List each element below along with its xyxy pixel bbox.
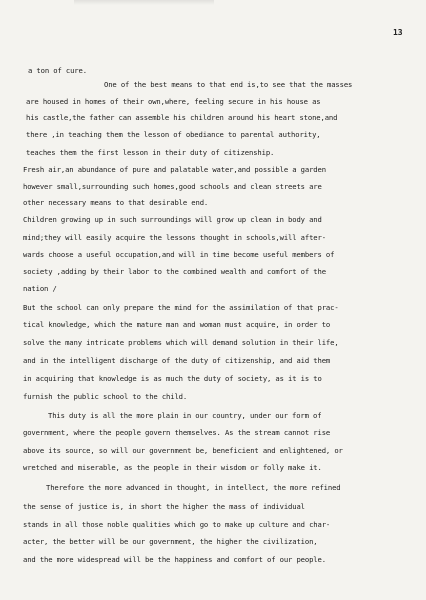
text-line: government, where the people govern themselves. As the stream cannot rise	[23, 428, 331, 437]
text-line: society ,adding by their labor to the combined wealth and comfort of the	[23, 267, 326, 276]
text-line: his castle,the father can assemble his children around his heart stone,and	[26, 113, 338, 122]
text-line: solve the many intricate problems which will demand solution in their life,	[23, 338, 339, 347]
text-line: there ,in teaching them the lesson of obediance to parental authority,	[26, 130, 321, 139]
page-number: 13	[393, 28, 403, 37]
text-line: nation /	[23, 284, 57, 293]
text-line: the sense of justice is, in short the higher the mass of individual	[23, 502, 305, 511]
text-line: Fresh air,an abundance of pure and palatable water,and possible a garden	[23, 165, 326, 174]
text-line: wards choose a useful occupation,and will in time become useful members of	[23, 250, 335, 259]
scan-smudge	[74, 0, 214, 5]
text-line: Children growing up in such surroundings will grow up clean in body and	[23, 215, 322, 224]
text-line: wretched and miserable, as the people in their wisdom or folly make it.	[23, 463, 322, 472]
text-line: however small,surrounding such homes,good schools and clean streets are	[23, 182, 322, 191]
text-line: other necessary means to that desirable end.	[23, 198, 209, 207]
text-line: teaches them the first lesson in their duty of citizenship.	[26, 148, 275, 157]
text-line: and in the intelligent discharge of the duty of citizenship, and aid them	[23, 356, 331, 365]
text-line: furnish the public school to the child.	[23, 392, 188, 401]
text-line: tical knowledge, which the mature man and woman must acquire, in order to	[23, 320, 331, 329]
text-line: acter, the better will be our government, the higher the civilization,	[23, 537, 318, 546]
text-line: stands in all those noble qualities which go to make up culture and char-	[23, 520, 331, 529]
text-line: mind;they will easily acquire the lessons thought in schools,will after-	[23, 233, 326, 242]
text-line: a ton of cure.	[28, 66, 87, 75]
text-line: One of the best means to that end is,to see that the masses	[104, 80, 353, 89]
text-line: But the school can only prepare the mind for the assimilation of that prac-	[23, 303, 339, 312]
text-line: are housed in homes of their own,where, feeling secure in his house as	[26, 97, 321, 106]
text-line: above its source, so will our government be, beneficient and enlightened, or	[23, 446, 343, 455]
text-line: in acquiring that knowledge is as much the duty of society, as it is to	[23, 374, 322, 383]
text-line: Therefore the more advanced in thought, in intellect, the more refined	[46, 483, 341, 492]
text-line: This duty is all the more plain in our country, under our form of	[48, 411, 322, 420]
text-line: and the more widespread will be the happiness and comfort of our people.	[23, 555, 326, 564]
